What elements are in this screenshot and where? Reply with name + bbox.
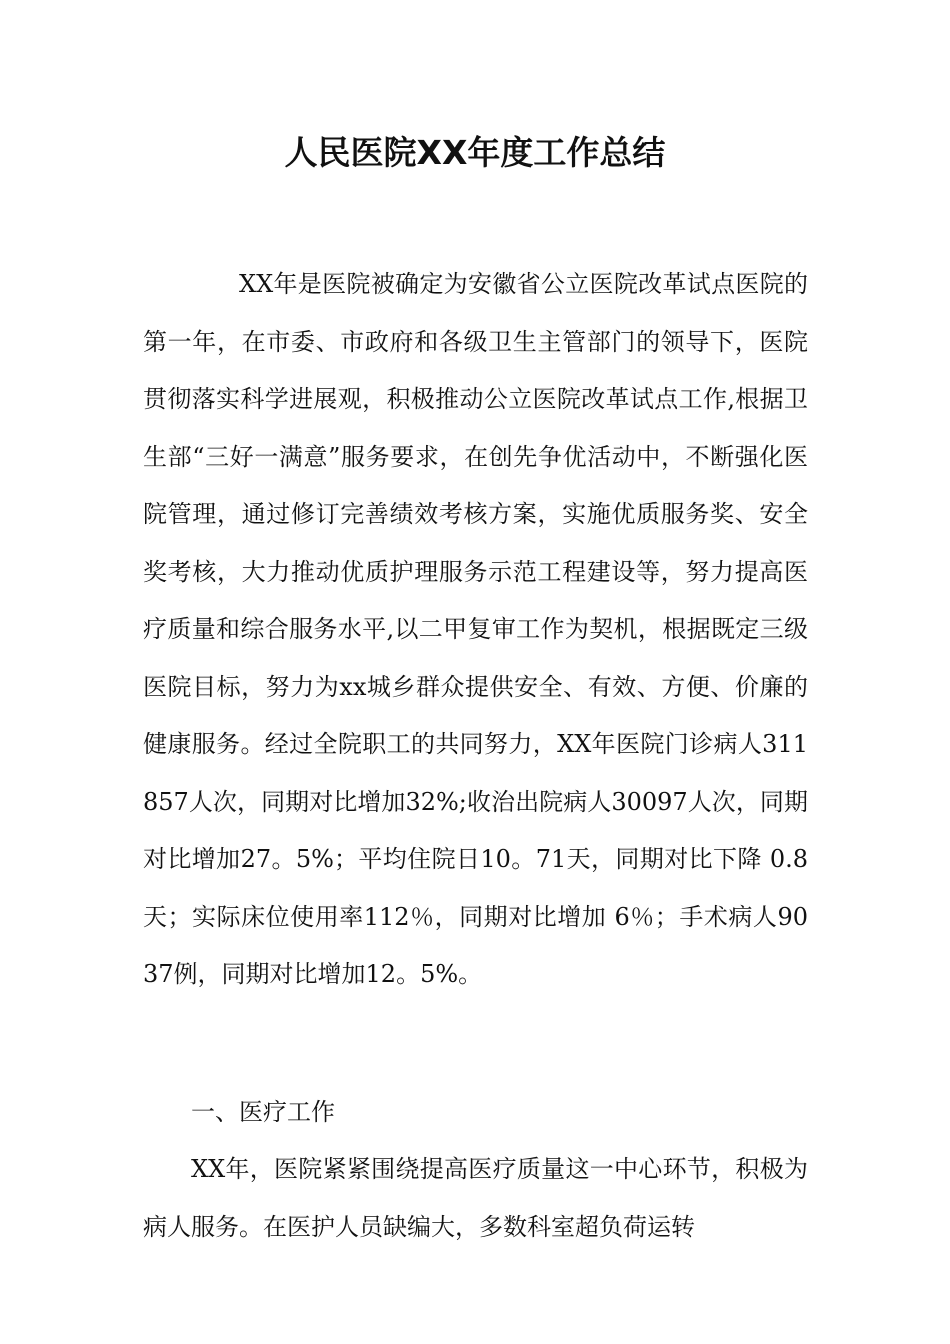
section-heading: 一、医疗工作 [191,1098,335,1126]
intro-paragraph: XX年是医院被确定为安徽省公立医院改革试点医院的第一年，在市委、市政府和各级卫生主管部门的领导下，医院贯彻落实科学进展观，积极推动公立医院改革试点工作,根据卫生部“三好一满意”服务要求，在创先争优活动中，不断强化医院管理，通过修订完善绩效考核方案，实施优质服务奖、安全奖考核，大力推动优质护理服务示范工程建设等，努力提高医疗质量和综合服务水平,以二甲复审工作为契机，根据既定三级医院目标，努力为xx城乡群众提供安全、有效、方便、价廉的健康服务。经过全院职工的共同努力，XX年医院门诊病人311857人次，同期对比增加32%;收治出院病人30097人次，同期对比增加27。5%；平均住院日10。71天，同期对比下降 0.8天；实际床位使用率112％，同期对比增加 6％；手术病人9037例，同期对比增加12。5%。 [143,270,808,988]
document-title: 人民医院XX年度工作总结 [284,133,666,172]
section-paragraph: XX年，医院紧紧围绕提高医疗质量这一中心环节，积极为病人服务。在医护人员缺编大，多数科室超负荷运转 [143,1155,808,1241]
